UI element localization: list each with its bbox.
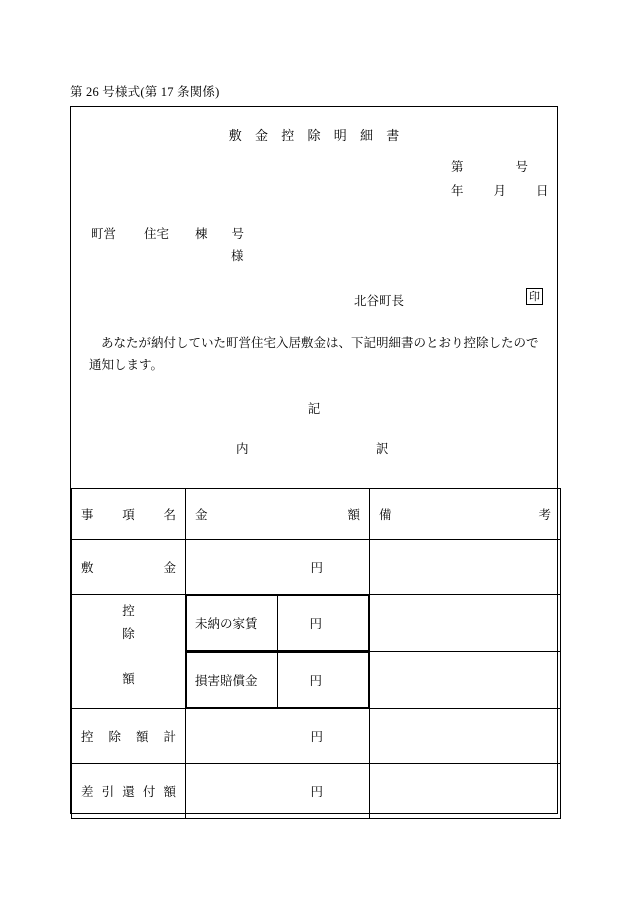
housing-label: 住宅 (144, 227, 170, 241)
document-date-line (451, 181, 549, 199)
row-label-deduction-total (72, 709, 186, 764)
number-suffix: 号 (515, 160, 529, 174)
amount-unit-cell: 円 (278, 596, 369, 651)
row-note-unpaid-rent (370, 595, 561, 652)
room-label: 号 (231, 227, 245, 241)
document-title: 敷 金 控 除 明 細 書 (228, 128, 405, 143)
date-day: 日 (536, 184, 549, 198)
document-number-line (451, 157, 528, 175)
row-label-text: 控 除 額 計 (81, 730, 176, 744)
notice-body-text: あなたが納付していた町営住宅入居敷金は、下記明細書のとおり控除したので通知します。 (89, 336, 539, 372)
table-row (72, 709, 561, 764)
row-label-text: 敷 金 (81, 561, 176, 575)
seal-icon: 印 (526, 288, 543, 305)
form-outer-box (70, 106, 558, 814)
building-label: 棟 (195, 227, 208, 241)
table-header-row (72, 489, 561, 540)
header-cell-amount (186, 489, 370, 540)
municipal-label: 町営 (91, 227, 117, 241)
amount-unit: 円 (310, 730, 323, 744)
header-note-label: 備 考 (379, 508, 551, 522)
breakdown-heading-right: 訳 (376, 442, 393, 456)
form-number: 第 26 号様式(第 17 条関係) (70, 85, 220, 99)
row-amount-refund (186, 764, 370, 819)
number-prefix: 第 (451, 160, 464, 174)
row-label-deposit (72, 540, 186, 595)
header-cell-item (72, 489, 186, 540)
deduction-group-label-bottom: 額 (122, 671, 135, 686)
breakdown-heading-left: 内 (236, 442, 253, 456)
amount-unit-cell: 円 (278, 653, 369, 708)
row-note-deposit (370, 540, 561, 595)
header-item-label: 事 項 名 (81, 508, 176, 522)
table-row (72, 595, 561, 652)
issuer-name: 北谷町長 (354, 294, 405, 308)
addressee-honorific: 様 (231, 249, 244, 263)
amount-unit: 円 (310, 561, 323, 575)
date-month: 月 (493, 184, 507, 198)
row-label-deduction-group-top (72, 595, 186, 652)
row-note-refund (370, 764, 561, 819)
table-row (72, 652, 561, 709)
date-year: 年 (451, 184, 464, 198)
nested-unpaid-rent (186, 595, 369, 651)
row-note-damages (370, 652, 561, 709)
sub-item-damages: 損害賠償金 (187, 653, 278, 708)
breakdown-table (71, 488, 561, 819)
sub-item-unpaid-rent: 未納の家賃 (187, 596, 278, 651)
row-note-deduction-total (370, 709, 561, 764)
row-amount-deduction-total (186, 709, 370, 764)
housing-address-line (91, 224, 244, 242)
table-row (72, 764, 561, 819)
table-row (72, 540, 561, 595)
row-amount-deposit (186, 540, 370, 595)
row-label-refund (72, 764, 186, 819)
form-header-area (71, 107, 557, 488)
nested-damages (186, 652, 369, 708)
header-cell-note (370, 489, 561, 540)
row-label-text: 差 引 還 付 額 (81, 785, 176, 799)
row-amount-damages (186, 652, 370, 709)
header-amount-label: 金 額 (195, 508, 360, 522)
row-amount-unpaid-rent (186, 595, 370, 652)
ki-marker: 記 (307, 402, 321, 416)
row-label-deduction-group-bottom (72, 652, 186, 709)
amount-unit: 円 (310, 785, 323, 799)
deduction-group-label-top: 控 除 (122, 603, 135, 642)
